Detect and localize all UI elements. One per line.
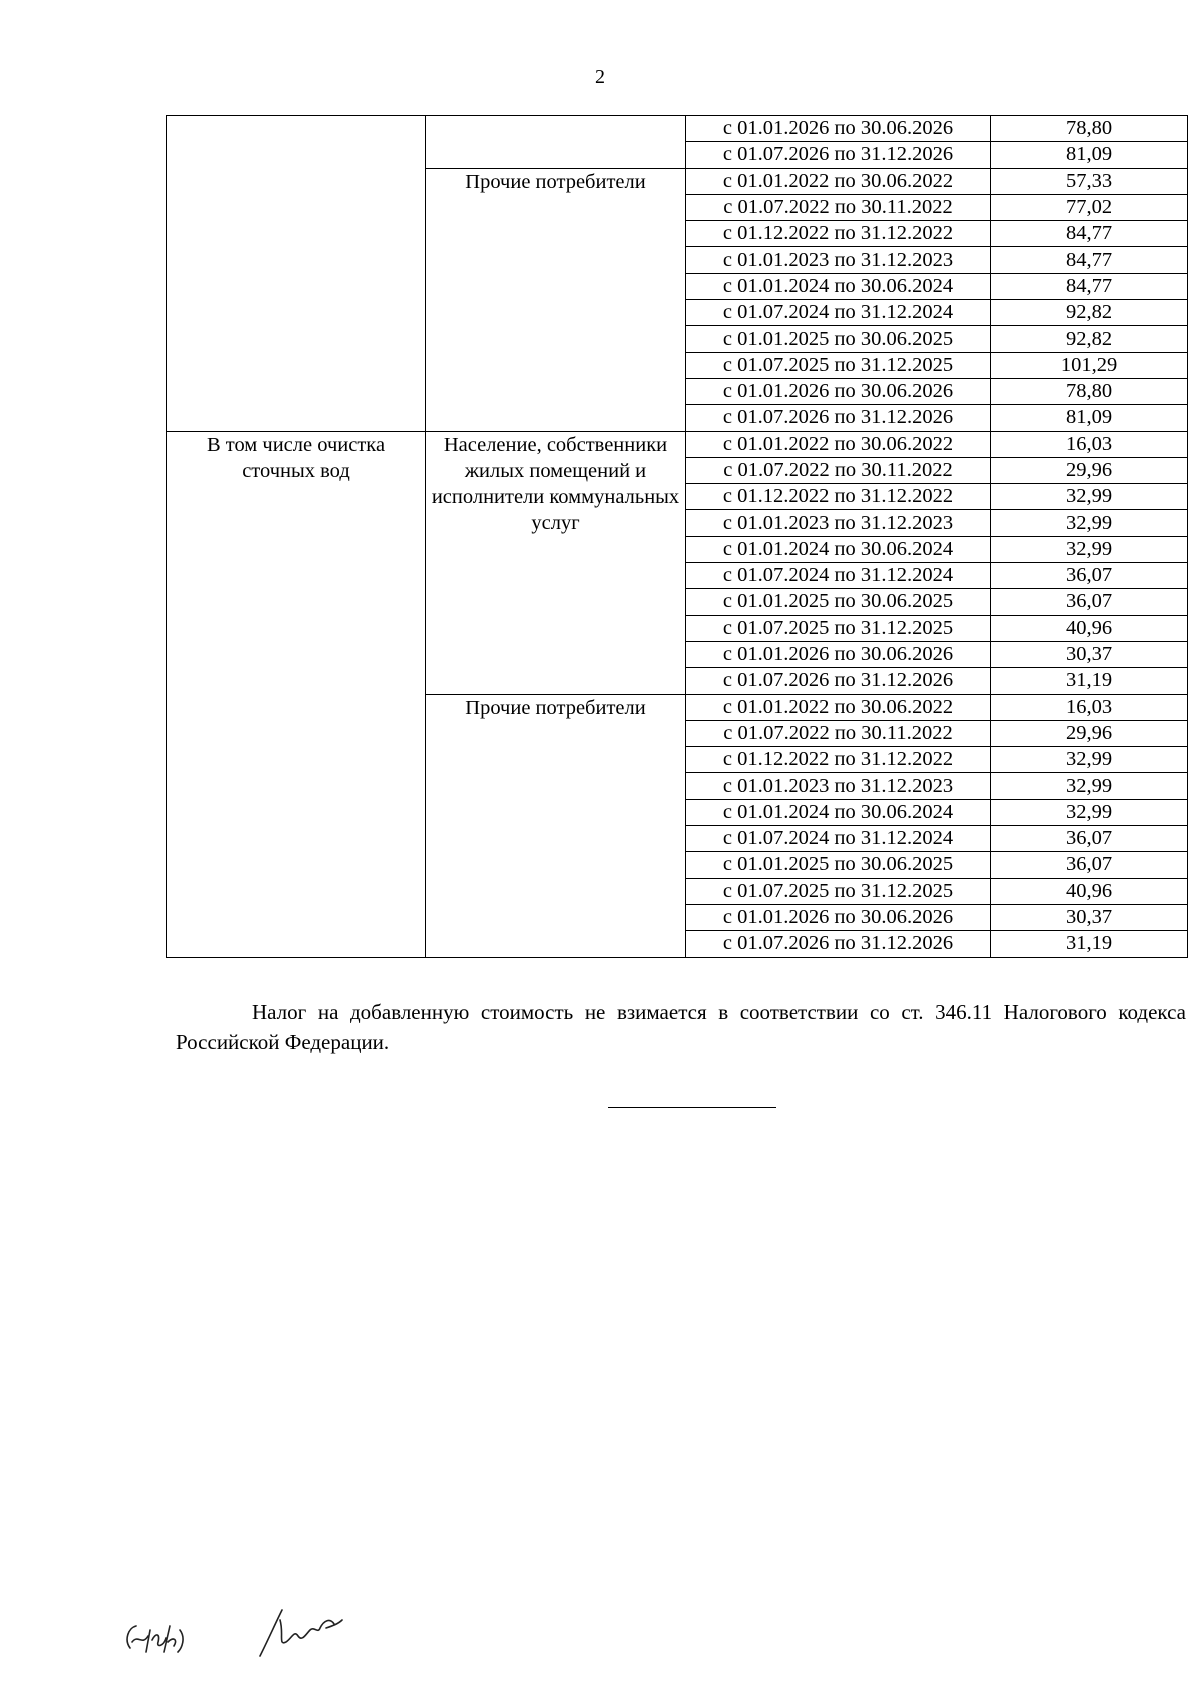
period-cell: с 01.01.2024 по 30.06.2024 — [686, 799, 991, 825]
tariff-value-cell: 36,07 — [991, 563, 1188, 589]
period-cell: с 01.01.2024 по 30.06.2024 — [686, 273, 991, 299]
tariff-value-cell: 32,99 — [991, 773, 1188, 799]
tariff-value-cell: 31,19 — [991, 668, 1188, 694]
consumer-category-cell: Население, собственники жилых помещений и исполнители коммунальных услуг — [426, 431, 686, 694]
period-cell: с 01.01.2026 по 30.06.2026 — [686, 378, 991, 404]
tariff-value-cell: 81,09 — [991, 142, 1188, 168]
tariff-table — [166, 115, 1188, 958]
tariff-value-cell: 32,99 — [991, 747, 1188, 773]
tariff-value-cell: 84,77 — [991, 247, 1188, 273]
period-cell: с 01.07.2025 по 31.12.2025 — [686, 352, 991, 378]
tariff-value-cell: 78,80 — [991, 116, 1188, 142]
service-group-cell: В том числе очистка сточных вод — [167, 431, 426, 957]
tariff-value-cell: 77,02 — [991, 194, 1188, 220]
period-cell: с 01.07.2025 по 31.12.2025 — [686, 615, 991, 641]
tariff-value-cell: 84,77 — [991, 273, 1188, 299]
tariff-value-cell: 16,03 — [991, 431, 1188, 457]
tariff-value-cell: 57,33 — [991, 168, 1188, 194]
tariff-value-cell: 32,99 — [991, 799, 1188, 825]
period-cell: с 01.01.2026 по 30.06.2026 — [686, 641, 991, 667]
period-cell: с 01.07.2026 по 31.12.2026 — [686, 142, 991, 168]
tariff-value-cell: 36,07 — [991, 852, 1188, 878]
period-cell: с 01.01.2025 по 30.06.2025 — [686, 852, 991, 878]
tariff-value-cell: 32,99 — [991, 510, 1188, 536]
period-cell: с 01.12.2022 по 31.12.2022 — [686, 484, 991, 510]
tariff-value-cell: 36,07 — [991, 826, 1188, 852]
period-cell: с 01.07.2022 по 30.11.2022 — [686, 194, 991, 220]
period-cell: с 01.01.2024 по 30.06.2024 — [686, 536, 991, 562]
tariff-value-cell: 92,82 — [991, 300, 1188, 326]
period-cell: с 01.01.2022 по 30.06.2022 — [686, 431, 991, 457]
table-row — [167, 431, 1188, 457]
period-cell: с 01.01.2023 по 31.12.2023 — [686, 773, 991, 799]
period-cell: с 01.07.2024 по 31.12.2024 — [686, 826, 991, 852]
period-cell: с 01.07.2025 по 31.12.2025 — [686, 878, 991, 904]
consumer-category-cell: Прочие потребители — [426, 168, 686, 431]
period-cell: с 01.07.2026 по 31.12.2026 — [686, 668, 991, 694]
period-cell: с 01.01.2025 по 30.06.2025 — [686, 326, 991, 352]
service-group-cell — [167, 116, 426, 432]
tariff-value-cell: 36,07 — [991, 589, 1188, 615]
table-row — [167, 116, 1188, 142]
tariff-value-cell: 30,37 — [991, 904, 1188, 930]
tariff-value-cell: 81,09 — [991, 405, 1188, 431]
tariff-value-cell: 31,19 — [991, 931, 1188, 957]
period-cell: с 01.01.2023 по 31.12.2023 — [686, 247, 991, 273]
tariff-value-cell: 84,77 — [991, 221, 1188, 247]
tariff-value-cell: 40,96 — [991, 615, 1188, 641]
period-cell: с 01.01.2025 по 30.06.2025 — [686, 589, 991, 615]
consumer-category-cell — [426, 116, 686, 169]
end-of-document-rule — [608, 1107, 776, 1108]
period-cell: с 01.07.2026 по 31.12.2026 — [686, 931, 991, 957]
signature-drawing — [120, 1590, 380, 1670]
period-cell: с 01.01.2022 по 30.06.2022 — [686, 168, 991, 194]
period-cell: с 01.01.2026 по 30.06.2026 — [686, 904, 991, 930]
period-cell: с 01.01.2022 по 30.06.2022 — [686, 694, 991, 720]
period-cell: с 01.01.2023 по 31.12.2023 — [686, 510, 991, 536]
period-cell: с 01.07.2024 по 31.12.2024 — [686, 563, 991, 589]
vat-footnote: Налог на добавленную стоимость не взимается в соответствии со ст. 346.11 Налогового кодекса Российской Федерации. — [176, 1000, 1186, 1054]
tariff-value-cell: 29,96 — [991, 457, 1188, 483]
tariff-value-cell: 78,80 — [991, 378, 1188, 404]
tariff-value-cell: 29,96 — [991, 720, 1188, 746]
period-cell: с 01.07.2022 по 30.11.2022 — [686, 720, 991, 746]
period-cell: с 01.07.2024 по 31.12.2024 — [686, 300, 991, 326]
period-cell: с 01.12.2022 по 31.12.2022 — [686, 221, 991, 247]
tariff-value-cell: 16,03 — [991, 694, 1188, 720]
tariff-value-cell: 101,29 — [991, 352, 1188, 378]
period-cell: с 01.12.2022 по 31.12.2022 — [686, 747, 991, 773]
tariff-value-cell: 30,37 — [991, 641, 1188, 667]
period-cell: с 01.07.2026 по 31.12.2026 — [686, 405, 991, 431]
period-cell: с 01.01.2026 по 30.06.2026 — [686, 116, 991, 142]
tariff-value-cell: 32,99 — [991, 536, 1188, 562]
consumer-category-cell: Прочие потребители — [426, 694, 686, 957]
handwritten-signatures — [120, 1590, 380, 1670]
page-number: 2 — [595, 66, 605, 88]
tariff-value-cell: 40,96 — [991, 878, 1188, 904]
period-cell: с 01.07.2022 по 30.11.2022 — [686, 457, 991, 483]
tariff-value-cell: 92,82 — [991, 326, 1188, 352]
tariff-table-body — [167, 116, 1188, 958]
tariff-value-cell: 32,99 — [991, 484, 1188, 510]
